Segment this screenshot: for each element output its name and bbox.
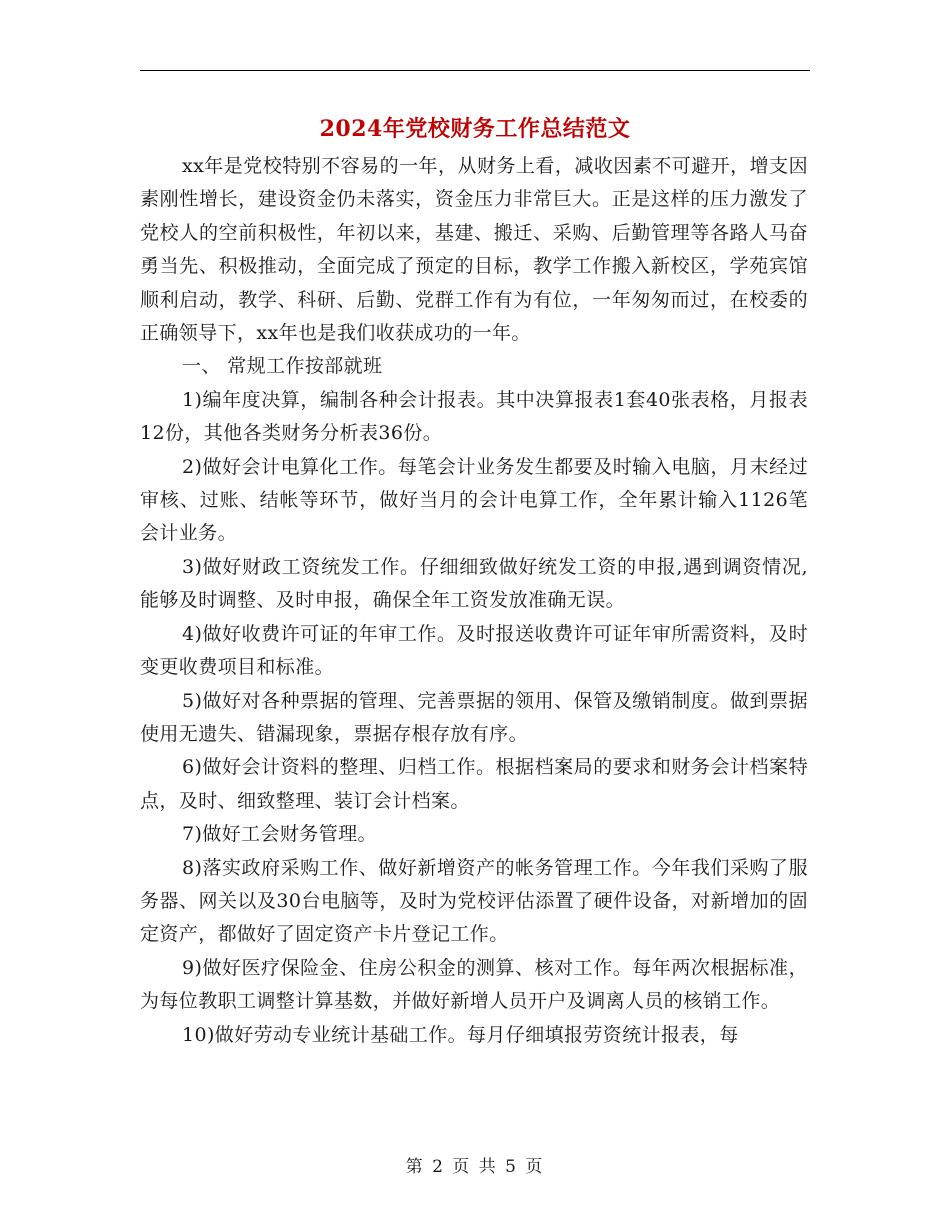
paragraph-item-9: 9)做好医疗保险金、住房公积金的测算、核对工作。每年两次根据标准，为每位教职工调整计算基数，并做好新增人员开户及调离人员的核销工作。 [140,956,808,1013]
paragraph-item-2: 2)做好会计电算化工作。每笔会计业务发生都要及时输入电脑，月末经过审核、过账、结帐等环节，做好当月的会计电算工作，全年累计输入1126笔会计业务。 [140,455,808,545]
section-heading: 一、 常规工作按部就班 [182,355,383,378]
document-title: 2024年党校财务工作总结范文 [319,116,631,142]
document-body [140,150,808,1052]
paragraph-item-8: 8)落实政府采购工作、做好新增资产的帐务管理工作。今年我们采购了服务器、网关以及30台电脑等，及时为党校评估添置了硬件设备，对新增加的固定资产，都做好了固定资产卡片登记工作。 [140,856,808,946]
paragraph-item-6: 6)做好会计资料的整理、归档工作。根据档案局的要求和财务会计档案特点，及时、细致整理、装订会计档案。 [140,756,808,812]
paragraph-item-10: 10)做好劳动专业统计基础工作。每月仔细填报劳资统计报表，每 [182,1023,739,1046]
paragraph-item-4: 4)做好收费许可证的年审工作。及时报送收费许可证年审所需资料，及时变更收费项目和标准。 [140,622,808,679]
page-number: 第 2 页 共 5 页 [405,1157,545,1177]
paragraph-item-1: 1)编年度决算，编制各种会计报表。其中决算报表1套40张表格，月报表12份，其他各类财务分析表36份。 [140,388,808,445]
paragraph-item-7: 7)做好工会财务管理。 [182,823,377,846]
paragraph-item-5: 5)做好对各种票据的管理、完善票据的领用、保管及缴销制度。做到票据使用无遗失、错漏现象，票据存根存放有序。 [140,689,808,745]
header-rule [140,70,810,71]
paragraph-item-3: 3)做好财政工资统发工作。仔细细致做好统发工资的申报,遇到调资情况,能够及时调整、及时申报，确保全年工资发放准确无误。 [140,555,808,612]
paragraph-intro: xx年是党校特别不容易的一年，从财务上看，减收因素不可避开，增支因素刚性增长，建设资金仍未落实，资金压力非常巨大。正是这样的压力激发了党校人的空前积极性，年初以来，基建、搬迁、采购、后勤管理等各路人马奋勇当先、积极推动，全面完成了预定的目标，教学工作搬入新校区，学苑宾馆顺利启动，教学、科研、后勤、党群工作有为有位，一年匆匆而过，在校委的正确领导下，xx年也是我们收获成功的一年。 [140,155,808,345]
